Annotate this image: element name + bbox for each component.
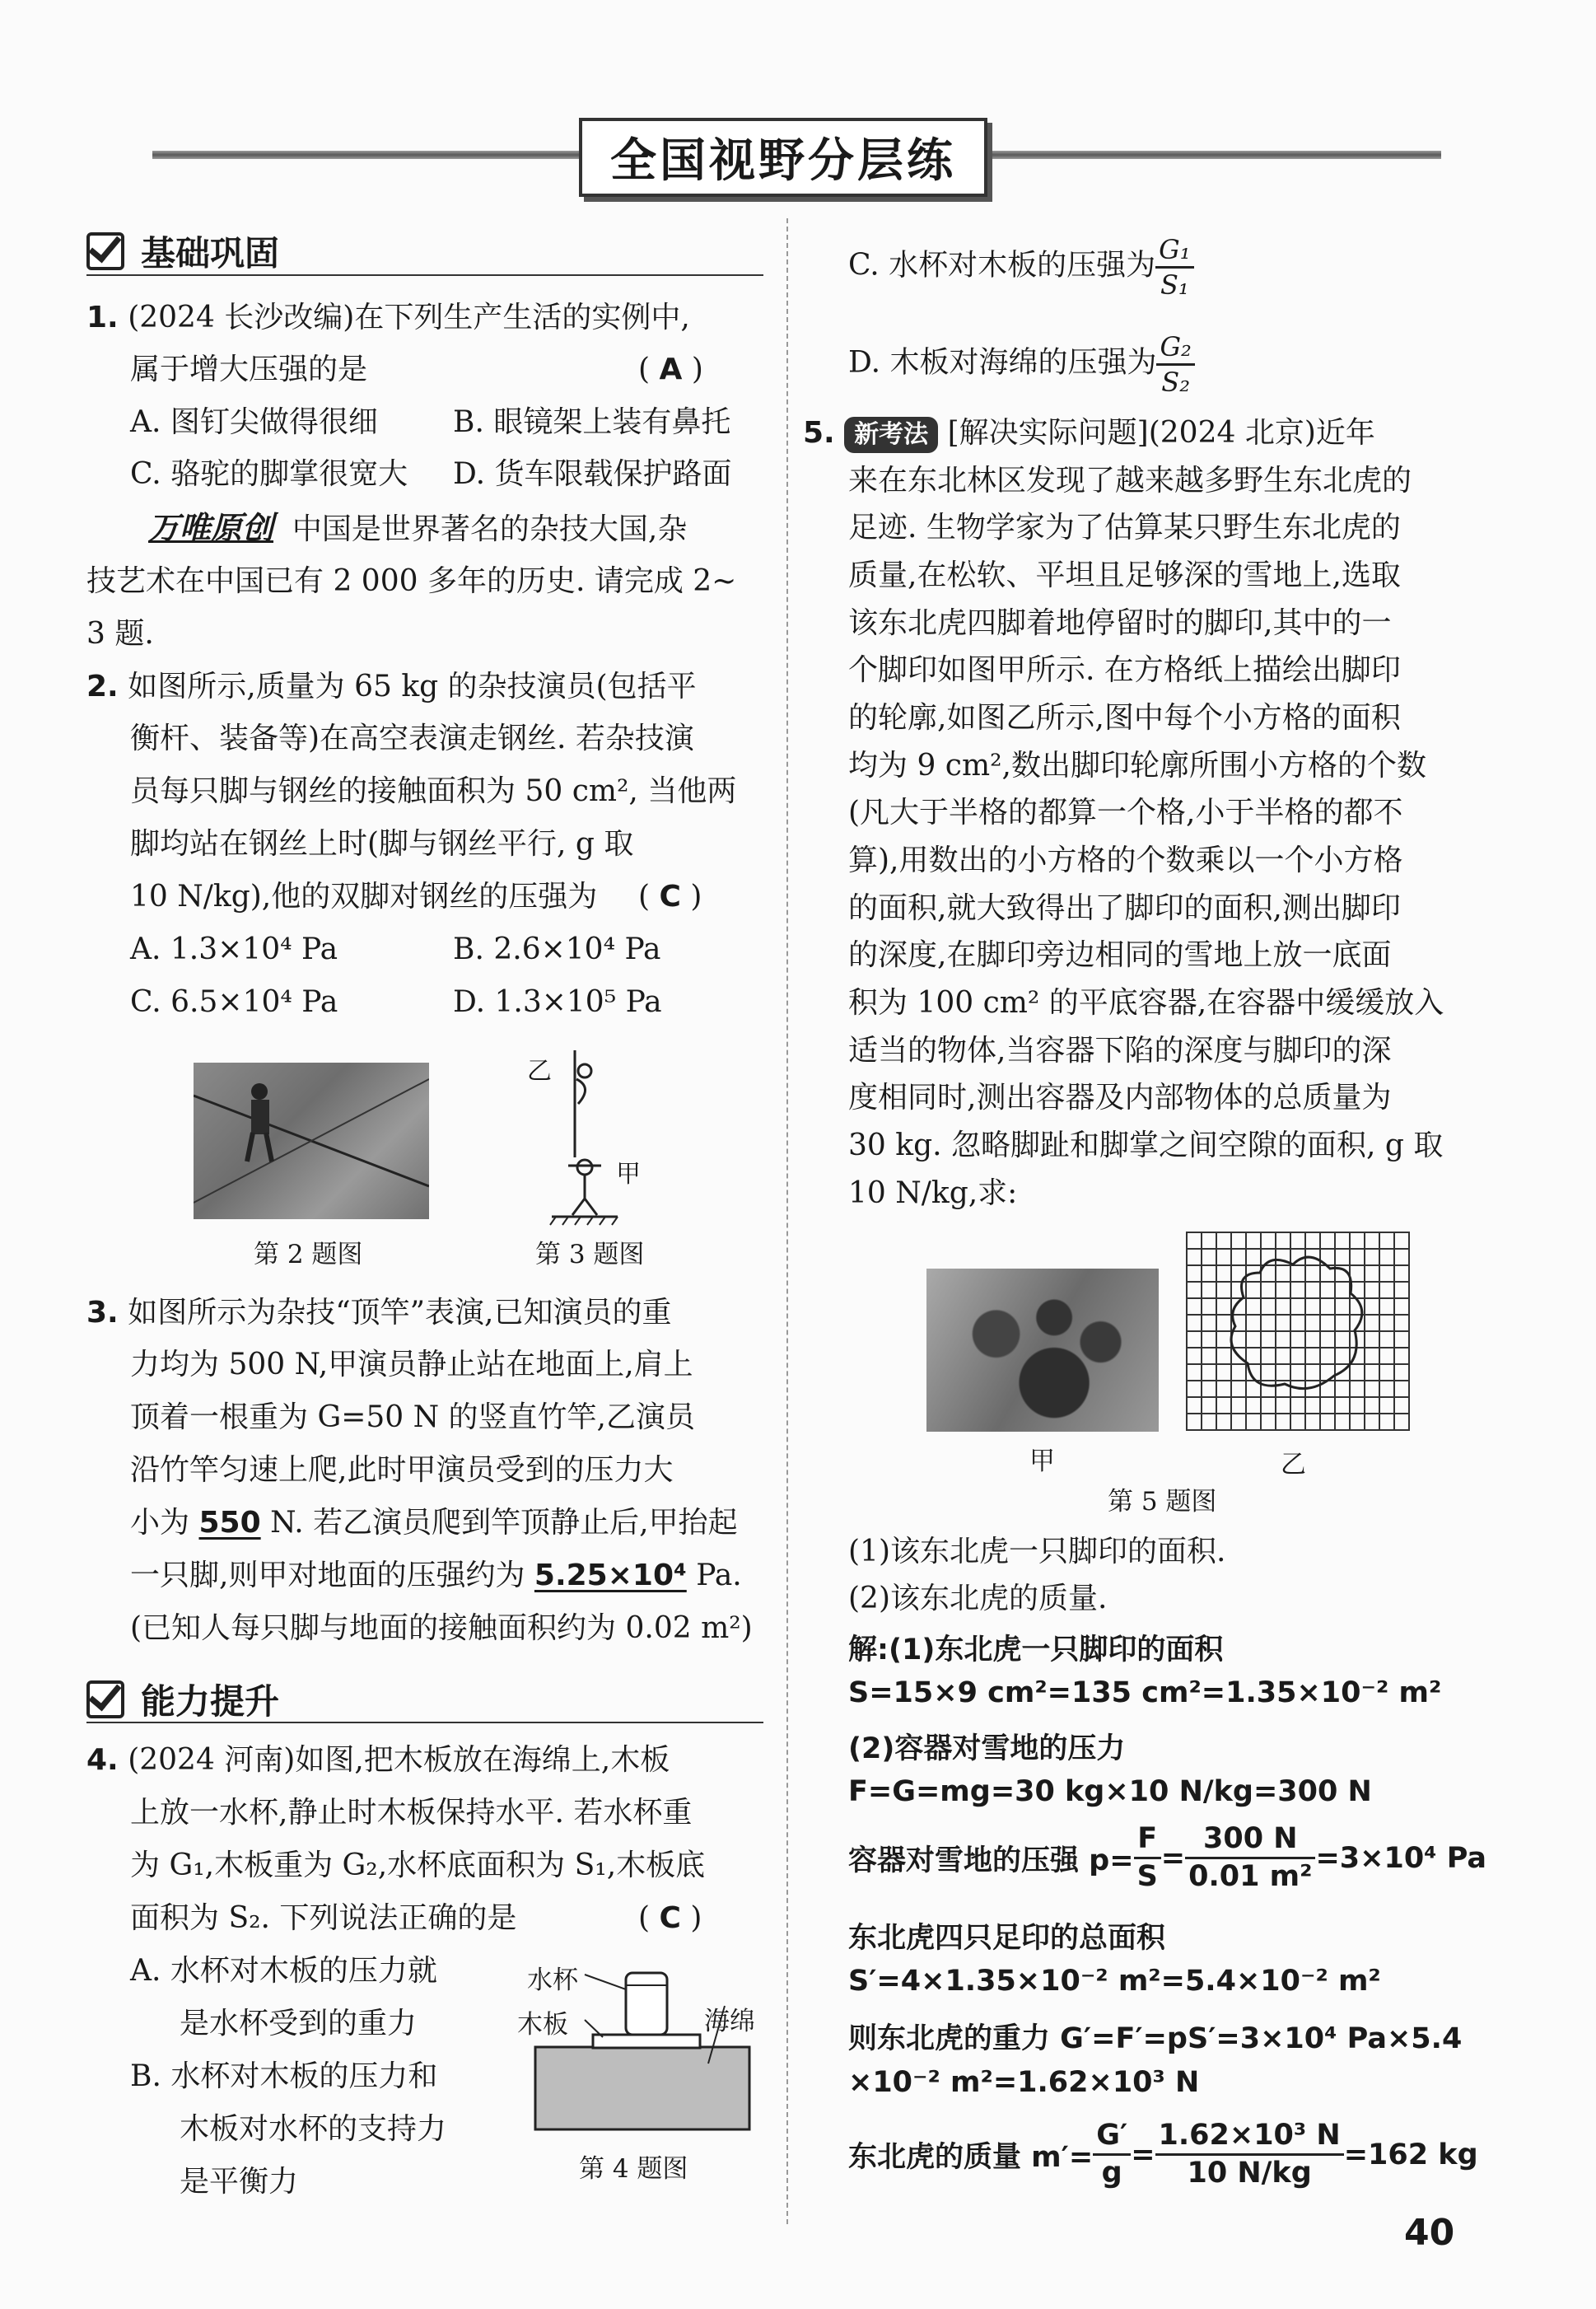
section-basic-label: 基础巩固	[141, 233, 280, 273]
q5-line8: 均为 9 cm²,数出脚印轮廓所围小方格的个数	[848, 749, 1426, 783]
q2-line5: 10 N/kg),他的双脚对钢丝的压强为	[130, 880, 598, 914]
q5-line1: 5. 新考法 [解决实际问题](2024 北京)近年	[803, 409, 1375, 457]
q2-option-a: A. 1.3×10⁴ Pa	[130, 932, 338, 966]
q5-line5: 该东北虎四脚着地停留时的脚印,其中的一	[848, 606, 1392, 640]
q5-line10: 算),用数出的小方格的个数乘以一个小方格	[848, 844, 1403, 877]
q5-line17: 10 N/kg,求:	[848, 1176, 1018, 1210]
q4-line1: 4. (2024 河南)如图,把木板放在海绵上,木板	[86, 1743, 670, 1777]
intro-line2: 技艺术在中国已有 2 000 多年的历史. 请完成 2~	[86, 564, 737, 598]
fig4-caption: 第 4 题图	[579, 2154, 688, 2184]
page-title: 全国视野分层练	[579, 118, 987, 197]
intro-line1: 万唯原创 中国是世界著名的杂技大国,杂	[148, 510, 688, 546]
q5-line4: 质量,在松软、平坦且足够深的雪地上,选取	[848, 559, 1401, 592]
page-number: 40	[1404, 2212, 1455, 2254]
q4-line4: 面积为 S₂. 下列说法正确的是	[130, 1901, 517, 1935]
q3-line4: 沿竹竿匀速上爬,此时甲演员受到的压力大	[130, 1453, 674, 1487]
q4-option-a2: 是水杯受到的重力	[180, 2007, 418, 2040]
q4-line2: 上放一水杯,静止时木板保持水平. 若水杯重	[130, 1796, 693, 1830]
section-rule	[86, 1722, 763, 1723]
section-advanced	[86, 1675, 279, 1724]
solution-line5: 容器对雪地的压强 p= $\frac{F}{S}$ = $\frac{300 N}{\text{0.01 m²}}$ =3×10⁴ Pa	[848, 1822, 1487, 1893]
q5-line6: 个脚印如图甲所示. 在方格纸上描绘出脚印	[848, 653, 1401, 687]
solution-line4: F=G=mg=30 kg×10 N/kg=300 N	[848, 1775, 1372, 1808]
fig5-caption: 第 5 题图	[1108, 1487, 1217, 1517]
banner-line-left	[152, 151, 581, 159]
q3-blank2: 5.25×10⁴	[534, 1559, 687, 1592]
q2-option-d: D. 1.3×10⁵ Pa	[453, 985, 662, 1019]
q1-option-b: B. 眼镜架上装有鼻托	[453, 405, 731, 439]
q5-line2: 来在东北林区发现了越来越多野生东北虎的	[848, 464, 1412, 498]
q4-option-b1: B. 水杯对木板的压力和	[130, 2059, 438, 2093]
fig3-caption: 第 3 题图	[535, 1240, 645, 1269]
q3-line6: 一只脚,则甲对地面的压强约为 5.25×10⁴ Pa.	[130, 1559, 742, 1592]
section-advanced-label: 能力提升	[141, 1681, 280, 1722]
q1-line1: 1. (2024 长沙改编)在下列生产生活的实例中,	[86, 301, 690, 334]
q4-option-c: C. 水杯对木板的压强为 $\frac{\text{G₁}}{\text{S₁}}$	[848, 236, 1194, 298]
q5-line15: 度相同时,测出容器及内部物体的总质量为	[848, 1081, 1392, 1115]
q4-option-d: D. 木板对海绵的压强为 $\frac{\text{G₂}}{\text{S₂}}$	[848, 334, 1195, 395]
q2-line1: 2. 如图所示,质量为 65 kg 的杂技演员(包括平	[86, 670, 697, 703]
q3-line2: 力均为 500 N,甲演员静止站在地面上,肩上	[130, 1348, 693, 1381]
solution-line7: S′=4×1.35×10⁻² m²=5.4×10⁻² m²	[848, 1965, 1381, 1998]
q2-option-b: B. 2.6×10⁴ Pa	[453, 932, 661, 966]
footprint-grid-paper	[1186, 1232, 1410, 1431]
q2-answer: ( C )	[638, 880, 702, 914]
q5-line7: 的轮廓,如图乙所示,图中每个小方格的面积	[848, 701, 1401, 735]
fig5-label-yi: 乙	[1281, 1450, 1306, 1479]
q1-option-a: A. 图钉尖做得很细	[130, 405, 378, 439]
column-divider	[786, 218, 788, 2224]
fig4-label-board: 木板	[517, 2010, 568, 2040]
q3-line1: 3. 如图所示为杂技“顶竿”表演,已知演员的重	[86, 1296, 672, 1330]
intro-line3: 3 题.	[86, 617, 154, 651]
solution-line3: (2)容器对雪地的压力	[848, 1732, 1126, 1765]
q4-option-a1: A. 水杯对木板的压力就	[130, 1954, 437, 1988]
checkmark-icon	[86, 232, 124, 270]
q3-line5: 小为 550 N. 若乙演员爬到竿顶静止后,甲抬起	[130, 1506, 738, 1540]
fig3-label-yi: 乙	[527, 1057, 552, 1086]
fig3-label-jia: 甲	[616, 1160, 641, 1189]
q4-line3: 为 G₁,木板重为 G₂,水杯底面积为 S₁,木板底	[130, 1849, 706, 1882]
q4-option-b3: 是平衡力	[180, 2165, 299, 2199]
q5-line13: 积为 100 cm² 的平底容器,在容器中缓缓放入	[848, 986, 1444, 1020]
q5-line14: 适当的物体,当容器下陷的深度与脚印的深	[848, 1034, 1392, 1068]
checkmark-icon	[86, 1680, 124, 1718]
solution-line9: ×10⁻² m²=1.62×10³ N	[848, 2066, 1200, 2099]
q5-line11: 的面积,就大致得出了脚印的面积,测出脚印	[848, 891, 1401, 925]
solution-line1: 解:(1)东北虎一只脚印的面积	[848, 1634, 1224, 1666]
brand-logo: 万唯原创	[148, 510, 274, 546]
solution-line10: 东北虎的质量 m′= $\frac{G'}{g}$ = $\frac{\text{1.62×10³ N}}{10 N/kg}$ =162 kg	[848, 2119, 1478, 2190]
tiger-footprint-photo	[926, 1269, 1159, 1432]
q1-answer: ( A )	[638, 353, 703, 386]
q1-line2: 属于增大压强的是	[130, 353, 368, 386]
solution-line2: S=15×9 cm²=135 cm²=1.35×10⁻² m²	[848, 1676, 1442, 1709]
section-rule	[86, 274, 763, 276]
q2-line3: 员每只脚与钢丝的接触面积为 50 cm², 当他两	[130, 774, 737, 808]
solution-line6: 东北虎四只足印的总面积	[848, 1922, 1166, 1955]
fig2-caption: 第 2 题图	[254, 1240, 363, 1269]
q4-answer: ( C )	[638, 1901, 702, 1935]
q3-line7: (已知人每只脚与地面的接触面积约为 0.02 m²)	[130, 1611, 753, 1645]
solution-line8: 则东北虎的重力 G′=F′=pS′=3×10⁴ Pa×5.4	[848, 2022, 1463, 2055]
q3-line3: 顶着一根重为 G=50 N 的竖直竹竿,乙演员	[130, 1400, 696, 1434]
fig5-label-jia: 甲	[1029, 1447, 1055, 1476]
q1-option-c: C. 骆驼的脚掌很宽大	[130, 457, 408, 491]
q5-sub2: (2)该东北虎的质量.	[848, 1582, 1108, 1615]
q5-line3: 足迹. 生物学家为了估算某只野生东北虎的	[848, 511, 1401, 545]
q4-option-b2: 木板对水杯的支持力	[180, 2112, 447, 2146]
tightrope-photo	[194, 1063, 429, 1219]
banner-line-right	[980, 151, 1441, 159]
fig4-label-cup: 水杯	[527, 1965, 578, 1995]
q5-line12: 的深度,在脚印旁边相同的雪地上放一底面	[848, 938, 1392, 972]
q1-option-d: D. 货车限载保护路面	[453, 457, 732, 491]
q5-line9: (凡大于半格的都算一个格,小于半格的都不	[848, 796, 1403, 830]
q5-sub1: (1)该东北虎一只脚印的面积.	[848, 1535, 1226, 1568]
new-method-tag: 新考法	[844, 417, 938, 453]
q2-option-c: C. 6.5×10⁴ Pa	[130, 985, 338, 1019]
q2-line4: 脚均站在钢丝上时(脚与钢丝平行, g 取	[130, 827, 634, 861]
q3-blank1: 550	[198, 1506, 261, 1540]
q2-line2: 衡杆、装备等)在高空表演走钢丝. 若杂技演	[130, 722, 694, 755]
fig4-label-sponge: 海绵	[704, 2007, 755, 2036]
section-basic	[86, 227, 279, 276]
q5-line16: 30 kg. 忽略脚趾和脚掌之间空隙的面积, g 取	[848, 1129, 1444, 1162]
